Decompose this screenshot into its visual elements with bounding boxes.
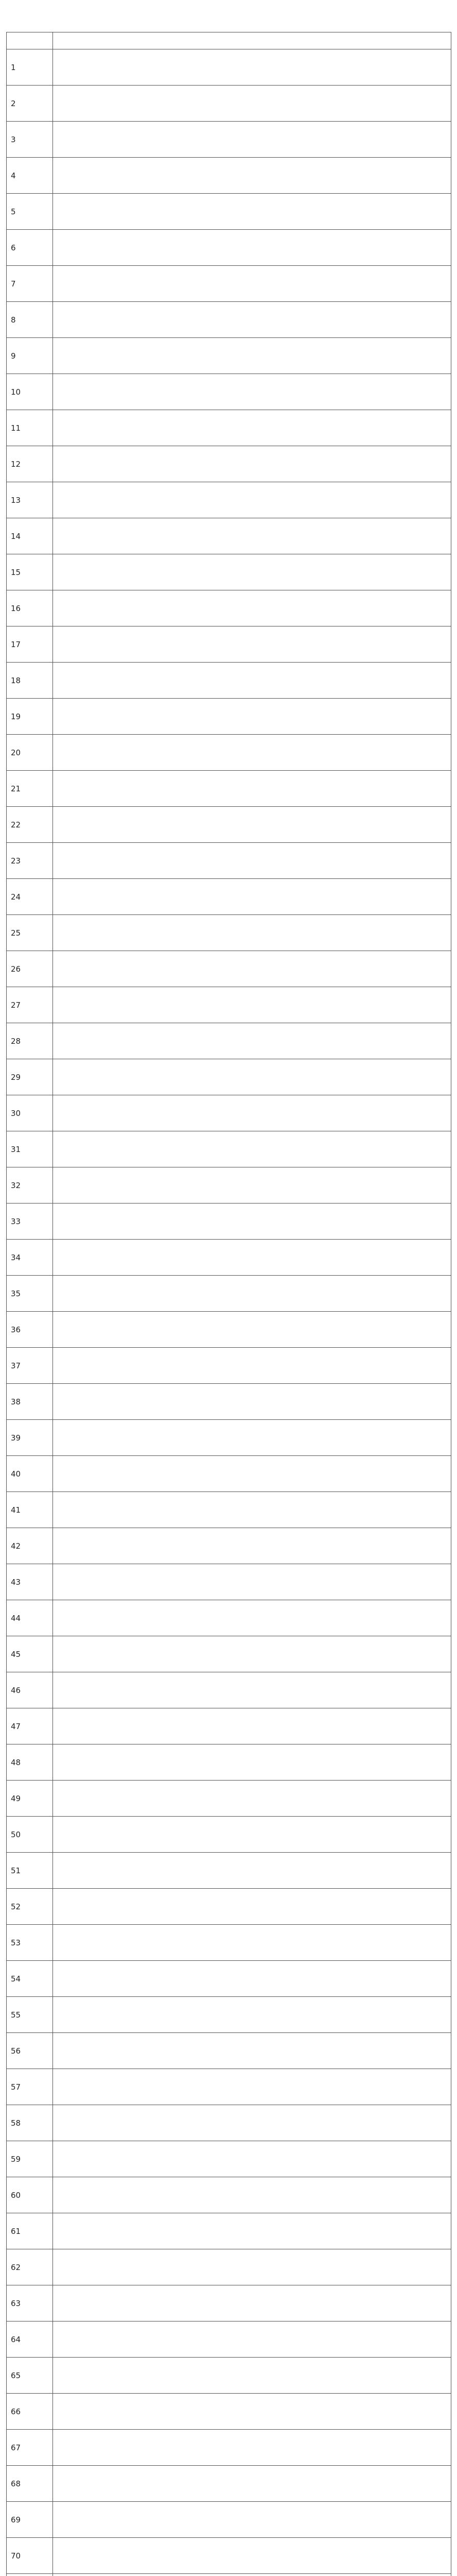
company-name-cell <box>53 2105 451 2141</box>
table-row <box>7 663 451 699</box>
table-row <box>7 771 451 807</box>
company-name-cell <box>53 194 451 230</box>
company-name-cell <box>53 2213 451 2249</box>
row-number-cell: 16 <box>7 590 53 626</box>
row-number-cell: 23 <box>7 843 53 879</box>
company-name-cell <box>53 1708 451 1744</box>
table-row <box>7 915 451 951</box>
row-number-cell: 66 <box>7 2394 53 2430</box>
table-row <box>7 2249 451 2285</box>
row-number-cell: 50 <box>7 1817 53 1853</box>
table-row <box>7 1997 451 2033</box>
company-name-cell <box>53 410 451 446</box>
table-header-row <box>7 32 451 49</box>
table-row <box>7 1492 451 1528</box>
table-row <box>7 626 451 663</box>
table-row <box>7 879 451 915</box>
company-name-cell <box>53 554 451 590</box>
row-number-cell: 35 <box>7 1276 53 1312</box>
row-number-cell: 17 <box>7 626 53 663</box>
row-number-cell: 70 <box>7 2538 53 2574</box>
row-number-cell: 64 <box>7 2321 53 2358</box>
company-name-cell <box>53 1600 451 1636</box>
table-row <box>7 518 451 554</box>
table-row <box>7 2321 451 2358</box>
row-number-cell: 41 <box>7 1492 53 1528</box>
table-row <box>7 158 451 194</box>
company-name-cell <box>53 735 451 771</box>
table-row <box>7 1240 451 1276</box>
table-row <box>7 843 451 879</box>
company-name-cell <box>53 1348 451 1384</box>
row-number-cell: 11 <box>7 410 53 446</box>
company-name-cell <box>53 302 451 338</box>
company-name-cell <box>53 1492 451 1528</box>
row-number-cell: 19 <box>7 699 53 735</box>
table-row <box>7 1059 451 1095</box>
company-name-cell <box>53 699 451 735</box>
company-name-cell <box>53 1384 451 1420</box>
table-row <box>7 482 451 518</box>
company-roster-table <box>6 32 451 2576</box>
company-name-cell <box>53 987 451 1023</box>
company-name-cell <box>53 1781 451 1817</box>
row-number-cell: 53 <box>7 1925 53 1961</box>
table-row <box>7 2430 451 2466</box>
company-name-cell <box>53 2033 451 2069</box>
row-number-cell: 33 <box>7 1204 53 1240</box>
table-row <box>7 1744 451 1781</box>
row-number-cell: 58 <box>7 2105 53 2141</box>
table-row <box>7 590 451 626</box>
table-row <box>7 1384 451 1420</box>
row-number-cell: 22 <box>7 807 53 843</box>
row-number-cell: 45 <box>7 1636 53 1672</box>
table-row <box>7 122 451 158</box>
row-number-cell: 27 <box>7 987 53 1023</box>
row-number-cell: 52 <box>7 1889 53 1925</box>
company-name-cell <box>53 1961 451 1997</box>
table-row <box>7 1095 451 1131</box>
row-number-cell <box>7 2574 53 2576</box>
company-name-cell <box>53 1528 451 1564</box>
document-title <box>6 7 451 23</box>
company-name-cell <box>53 1240 451 1276</box>
table-row <box>7 1925 451 1961</box>
company-name-cell <box>53 446 451 482</box>
company-name-cell <box>53 1131 451 1167</box>
company-name-cell <box>53 1672 451 1708</box>
row-number-cell: 6 <box>7 230 53 266</box>
company-name-cell <box>53 86 451 122</box>
row-number-cell: 7 <box>7 266 53 302</box>
row-number-cell: 20 <box>7 735 53 771</box>
company-name-cell <box>53 2358 451 2394</box>
table-row <box>7 1420 451 1456</box>
table-row <box>7 2213 451 2249</box>
table-row <box>7 2502 451 2538</box>
row-number-cell: 36 <box>7 1312 53 1348</box>
row-number-cell: 9 <box>7 338 53 374</box>
table-row <box>7 410 451 446</box>
company-name-cell <box>53 951 451 987</box>
row-number-cell: 56 <box>7 2033 53 2069</box>
row-number-cell: 38 <box>7 1384 53 1420</box>
company-name-cell <box>53 1817 451 1853</box>
table-row <box>7 1167 451 1204</box>
row-number-cell: 18 <box>7 663 53 699</box>
company-name-cell <box>53 2394 451 2430</box>
row-number-cell: 12 <box>7 446 53 482</box>
row-number-cell: 51 <box>7 1853 53 1889</box>
row-number-cell: 60 <box>7 2177 53 2213</box>
row-number-cell: 24 <box>7 879 53 915</box>
table-row <box>7 2358 451 2394</box>
row-number-cell: 62 <box>7 2249 53 2285</box>
company-name-cell <box>53 2574 451 2576</box>
company-name-cell <box>53 266 451 302</box>
company-name-cell <box>53 1095 451 1131</box>
table-row <box>7 1600 451 1636</box>
row-number-cell: 48 <box>7 1744 53 1781</box>
row-number-cell: 65 <box>7 2358 53 2394</box>
company-name-cell <box>53 2321 451 2358</box>
row-number-cell: 15 <box>7 554 53 590</box>
table-row <box>7 1312 451 1348</box>
table-row <box>7 2177 451 2213</box>
row-number-cell: 30 <box>7 1095 53 1131</box>
table-row <box>7 1348 451 1384</box>
row-number-cell: 3 <box>7 122 53 158</box>
company-name-cell <box>53 1889 451 1925</box>
company-name-cell <box>53 1420 451 1456</box>
table-row <box>7 1204 451 1240</box>
row-number-cell: 10 <box>7 374 53 410</box>
row-number-cell: 21 <box>7 771 53 807</box>
company-name-cell <box>53 1167 451 1204</box>
company-name-cell <box>53 2141 451 2177</box>
table-row <box>7 1636 451 1672</box>
company-name-cell <box>53 2069 451 2105</box>
table-row <box>7 1708 451 1744</box>
company-name-cell <box>53 1059 451 1095</box>
company-name-cell <box>53 626 451 663</box>
row-number-cell: 28 <box>7 1023 53 1059</box>
company-name-cell <box>53 1997 451 2033</box>
company-name-cell <box>53 2430 451 2466</box>
row-number-cell: 32 <box>7 1167 53 1204</box>
row-number-cell: 55 <box>7 1997 53 2033</box>
table-row <box>7 86 451 122</box>
table-row <box>7 2394 451 2430</box>
row-number-cell: 61 <box>7 2213 53 2249</box>
company-name-cell <box>53 1925 451 1961</box>
company-name-cell <box>53 2177 451 2213</box>
table-row <box>7 2105 451 2141</box>
table-row <box>7 1781 451 1817</box>
table-row <box>7 338 451 374</box>
company-name-cell <box>53 1853 451 1889</box>
company-name-cell <box>53 338 451 374</box>
table-row <box>7 2574 451 2576</box>
company-name-cell <box>53 374 451 410</box>
table-row <box>7 230 451 266</box>
table-row <box>7 1961 451 1997</box>
table-row <box>7 2466 451 2502</box>
table-row <box>7 49 451 86</box>
row-number-cell: 46 <box>7 1672 53 1708</box>
row-number-cell: 67 <box>7 2430 53 2466</box>
column-header-no <box>7 32 53 49</box>
row-number-cell: 47 <box>7 1708 53 1744</box>
company-name-cell <box>53 2502 451 2538</box>
table-row <box>7 1889 451 1925</box>
column-header-name <box>53 32 451 49</box>
table-row <box>7 1817 451 1853</box>
row-number-cell: 4 <box>7 158 53 194</box>
row-number-cell: 54 <box>7 1961 53 1997</box>
table-row <box>7 1456 451 1492</box>
company-name-cell <box>53 2285 451 2321</box>
company-name-cell <box>53 590 451 626</box>
row-number-cell: 69 <box>7 2502 53 2538</box>
table-row <box>7 266 451 302</box>
table-row <box>7 194 451 230</box>
table-row <box>7 1853 451 1889</box>
company-name-cell <box>53 1276 451 1312</box>
row-number-cell: 25 <box>7 915 53 951</box>
table-row <box>7 699 451 735</box>
company-name-cell <box>53 49 451 86</box>
row-number-cell: 8 <box>7 302 53 338</box>
table-row <box>7 1528 451 1564</box>
company-name-cell <box>53 771 451 807</box>
row-number-cell: 1 <box>7 49 53 86</box>
table-row <box>7 2141 451 2177</box>
row-number-cell: 31 <box>7 1131 53 1167</box>
row-number-cell: 40 <box>7 1456 53 1492</box>
company-name-cell <box>53 230 451 266</box>
table-row <box>7 951 451 987</box>
table-row <box>7 1564 451 1600</box>
company-name-cell <box>53 807 451 843</box>
table-body <box>7 49 451 2576</box>
company-name-cell <box>53 663 451 699</box>
table-row <box>7 2069 451 2105</box>
table-row <box>7 807 451 843</box>
table-row <box>7 1672 451 1708</box>
table-row <box>7 1131 451 1167</box>
company-name-cell <box>53 1636 451 1672</box>
row-number-cell: 43 <box>7 1564 53 1600</box>
table-row <box>7 735 451 771</box>
company-name-cell <box>53 122 451 158</box>
row-number-cell: 49 <box>7 1781 53 1817</box>
company-name-cell <box>53 482 451 518</box>
row-number-cell: 2 <box>7 86 53 122</box>
company-name-cell <box>53 1564 451 1600</box>
company-name-cell <box>53 1204 451 1240</box>
row-number-cell: 44 <box>7 1600 53 1636</box>
row-number-cell: 37 <box>7 1348 53 1384</box>
row-number-cell: 68 <box>7 2466 53 2502</box>
table-row <box>7 2285 451 2321</box>
company-name-cell <box>53 1456 451 1492</box>
company-name-cell <box>53 158 451 194</box>
table-row <box>7 1276 451 1312</box>
company-name-cell <box>53 2538 451 2574</box>
row-number-cell: 29 <box>7 1059 53 1095</box>
table-row <box>7 446 451 482</box>
row-number-cell: 42 <box>7 1528 53 1564</box>
row-number-cell: 39 <box>7 1420 53 1456</box>
table-row <box>7 302 451 338</box>
company-name-cell <box>53 2249 451 2285</box>
company-name-cell <box>53 2466 451 2502</box>
row-number-cell: 57 <box>7 2069 53 2105</box>
row-number-cell: 5 <box>7 194 53 230</box>
row-number-cell: 63 <box>7 2285 53 2321</box>
table-row <box>7 2538 451 2574</box>
row-number-cell: 59 <box>7 2141 53 2177</box>
table-row <box>7 987 451 1023</box>
table-row <box>7 2033 451 2069</box>
company-name-cell <box>53 518 451 554</box>
table-row <box>7 554 451 590</box>
company-name-cell <box>53 1312 451 1348</box>
company-name-cell <box>53 1744 451 1781</box>
table-row <box>7 1023 451 1059</box>
company-name-cell <box>53 1023 451 1059</box>
row-number-cell: 14 <box>7 518 53 554</box>
table-row <box>7 374 451 410</box>
row-number-cell: 13 <box>7 482 53 518</box>
row-number-cell: 34 <box>7 1240 53 1276</box>
company-name-cell <box>53 915 451 951</box>
company-name-cell <box>53 843 451 879</box>
row-number-cell: 26 <box>7 951 53 987</box>
company-name-cell <box>53 879 451 915</box>
